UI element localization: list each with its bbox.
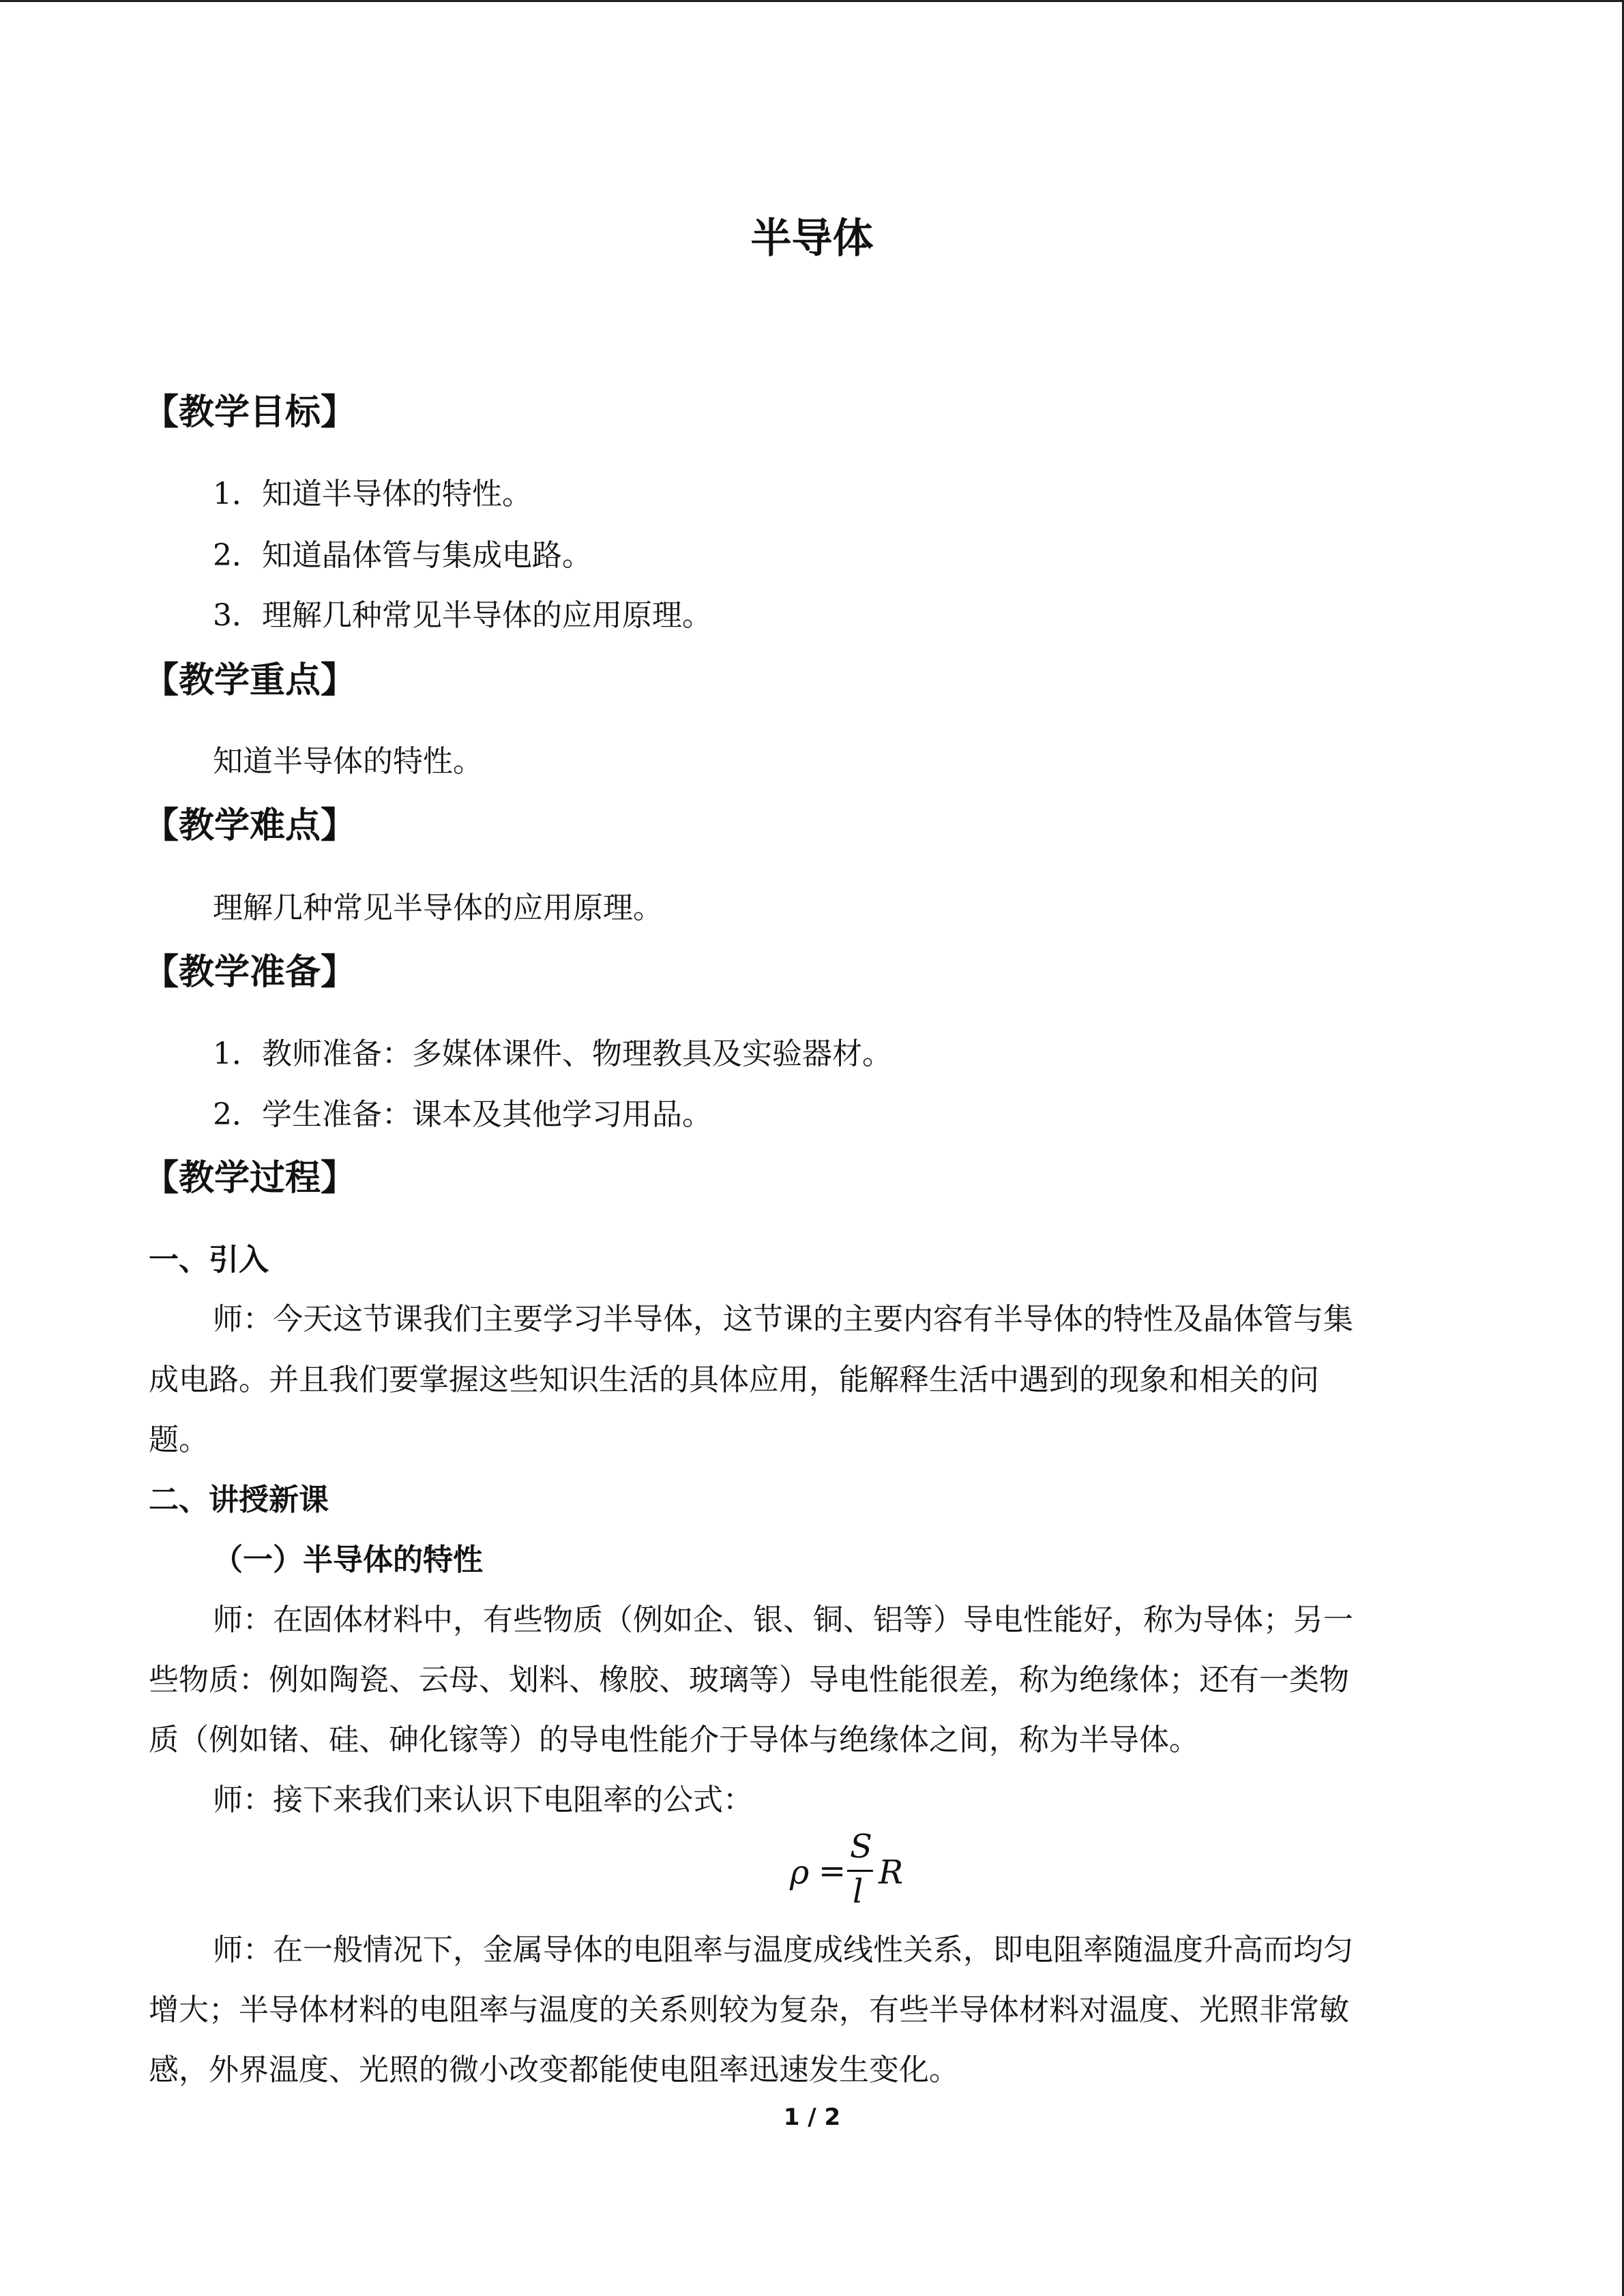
- formula-rho: ρ: [790, 1853, 810, 1892]
- paragraph-line: 增大；半导体材料的电阻率与温度的关系则较为复杂，有些半导体材料对温度、光照非常敏: [149, 1993, 1349, 2027]
- paragraph-line: 题。: [149, 1422, 209, 1457]
- key-points-heading: 【教学重点】: [143, 660, 357, 701]
- paragraph-line: 些物质：例如陶瓷、云母、划料、橡胶、玻璃等）导电性能很差，称为绝缘体；还有一类物: [149, 1663, 1349, 1697]
- intro-heading: 一、引入: [149, 1242, 269, 1277]
- paragraph-line: 师：在一般情况下，金属导体的电阻率与温度成线性关系，即电阻率随温度升高而均匀: [213, 1933, 1353, 1967]
- paragraph-line: 感，外界温度、光照的微小改变都能使电阻率迅速发生变化。: [149, 2053, 959, 2087]
- formula-equals: =: [818, 1852, 846, 1890]
- objective-item: 1．知道半导体的特性。: [213, 477, 532, 511]
- formula-denominator: l: [853, 1873, 863, 1911]
- page-border-top: [0, 0, 1624, 2]
- formula-factor: R: [879, 1853, 904, 1892]
- difficulties-text: 理解几种常见半导体的应用原理。: [213, 891, 663, 925]
- preparation-item: 1．教师准备：多媒体课件、物理教具及实验器材。: [213, 1037, 892, 1071]
- objectives-heading: 【教学目标】: [143, 392, 357, 433]
- key-points-text: 知道半导体的特性。: [213, 744, 483, 779]
- preparation-heading: 【教学准备】: [143, 952, 357, 993]
- resistivity-formula: [784, 1828, 921, 1909]
- paragraph-line: 师：在固体材料中，有些物质（例如企、银、铜、铝等）导电性能好，称为导体；另一: [213, 1602, 1353, 1637]
- objective-item: 2．知道晶体管与集成电路。: [213, 538, 592, 573]
- difficulties-heading: 【教学难点】: [143, 805, 357, 846]
- fraction-bar: [847, 1870, 873, 1872]
- objective-item: 3．理解几种常见半导体的应用原理。: [213, 598, 712, 633]
- new-lesson-heading: 二、讲授新课: [149, 1482, 329, 1517]
- paragraph-line: 师：今天这节课我们主要学习半导体，这节课的主要内容有半导体的特性及晶体管与集: [213, 1302, 1353, 1337]
- subsection-heading: （一）半导体的特性: [213, 1542, 483, 1577]
- page-title: 半导体: [750, 215, 874, 263]
- paragraph-line: 成电路。并且我们要掌握这些知识生活的具体应用，能解释生活中遇到的现象和相关的问: [149, 1362, 1319, 1397]
- formula-numerator: S: [850, 1828, 872, 1866]
- page-number: 1 / 2: [783, 2104, 841, 2131]
- process-heading: 【教学过程】: [143, 1158, 357, 1199]
- paragraph-line: 师：接下来我们来认识下电阻率的公式：: [213, 1783, 753, 1817]
- preparation-item: 2．学生准备：课本及其他学习用品。: [213, 1097, 712, 1132]
- paragraph-line: 质（例如锗、硅、砷化镓等）的导电性能介于导体与绝缘体之间，称为半导体。: [149, 1723, 1199, 1757]
